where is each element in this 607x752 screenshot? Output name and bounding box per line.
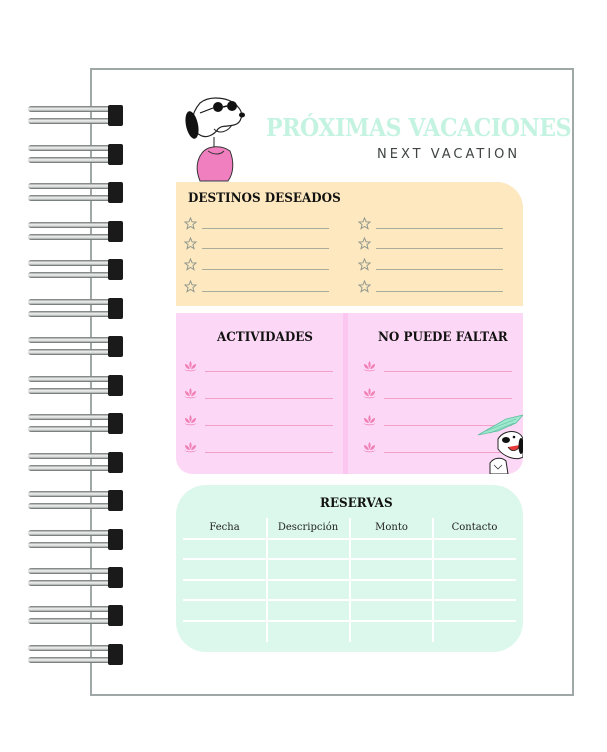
column-header-contacto: Contacto: [451, 522, 498, 533]
star-outline-icon: [184, 280, 197, 293]
destino-line[interactable]: [184, 237, 329, 251]
binding-ring: [28, 529, 124, 551]
actividades-heading: ACTIVIDADES: [217, 330, 313, 345]
actividad-line[interactable]: [183, 360, 333, 374]
column-divider: [343, 313, 348, 474]
binding-ring: [28, 144, 124, 166]
destino-line[interactable]: [358, 237, 503, 251]
star-outline-icon: [358, 258, 371, 271]
lotus-icon: [362, 441, 377, 453]
binding-ring: [28, 105, 124, 127]
binding-ring: [28, 490, 124, 512]
page-subtitle: NEXT VACATION: [377, 147, 521, 162]
destino-line[interactable]: [184, 280, 329, 294]
actividad-line[interactable]: [183, 387, 333, 401]
table-row[interactable]: [183, 581, 516, 599]
binding-ring: [28, 644, 124, 666]
actividad-line[interactable]: [183, 414, 333, 428]
binding-ring: [28, 298, 124, 320]
lotus-icon: [183, 414, 198, 426]
snoopy-paper-plane-illustration: [476, 413, 523, 474]
no-puede-faltar-line[interactable]: [362, 360, 512, 374]
binding-ring: [28, 259, 124, 281]
binding-ring: [28, 452, 124, 474]
lotus-icon: [183, 387, 198, 399]
lotus-icon: [183, 441, 198, 453]
binding-ring: [28, 567, 124, 589]
star-outline-icon: [184, 217, 197, 230]
table-row[interactable]: [183, 622, 516, 641]
destino-line[interactable]: [358, 217, 503, 231]
star-outline-icon: [358, 217, 371, 230]
destino-line[interactable]: [184, 217, 329, 231]
binding-ring: [28, 182, 124, 204]
lotus-icon: [362, 414, 377, 426]
actividad-line[interactable]: [183, 441, 333, 455]
lotus-icon: [183, 360, 198, 372]
star-outline-icon: [184, 258, 197, 271]
lotus-icon: [362, 360, 377, 372]
no-puede-faltar-heading: NO PUEDE FALTAR: [378, 330, 508, 345]
table-row[interactable]: [183, 540, 516, 558]
binding-ring: [28, 413, 124, 435]
column-header-descripcion: Descripción: [277, 522, 339, 533]
binding-ring: [28, 605, 124, 627]
column-header-monto: Monto: [375, 522, 408, 533]
binding-ring: [28, 375, 124, 397]
table-row[interactable]: [183, 560, 516, 579]
page-title: PRÓXIMAS VACACIONES: [266, 113, 572, 142]
binding-ring: [28, 336, 124, 358]
destino-line[interactable]: [358, 258, 503, 272]
star-outline-icon: [358, 280, 371, 293]
star-outline-icon: [184, 237, 197, 250]
destino-line[interactable]: [358, 280, 503, 294]
reservas-heading: RESERVAS: [320, 496, 393, 511]
star-outline-icon: [358, 237, 371, 250]
no-puede-faltar-line[interactable]: [362, 387, 512, 401]
binding-ring: [28, 221, 124, 243]
table-row[interactable]: [183, 601, 516, 620]
destino-line[interactable]: [184, 258, 329, 272]
snoopy-sunglasses-illustration: [178, 95, 248, 183]
destinos-heading: DESTINOS DESEADOS: [188, 191, 341, 206]
column-header-fecha: Fecha: [209, 522, 240, 533]
lotus-icon: [362, 387, 377, 399]
